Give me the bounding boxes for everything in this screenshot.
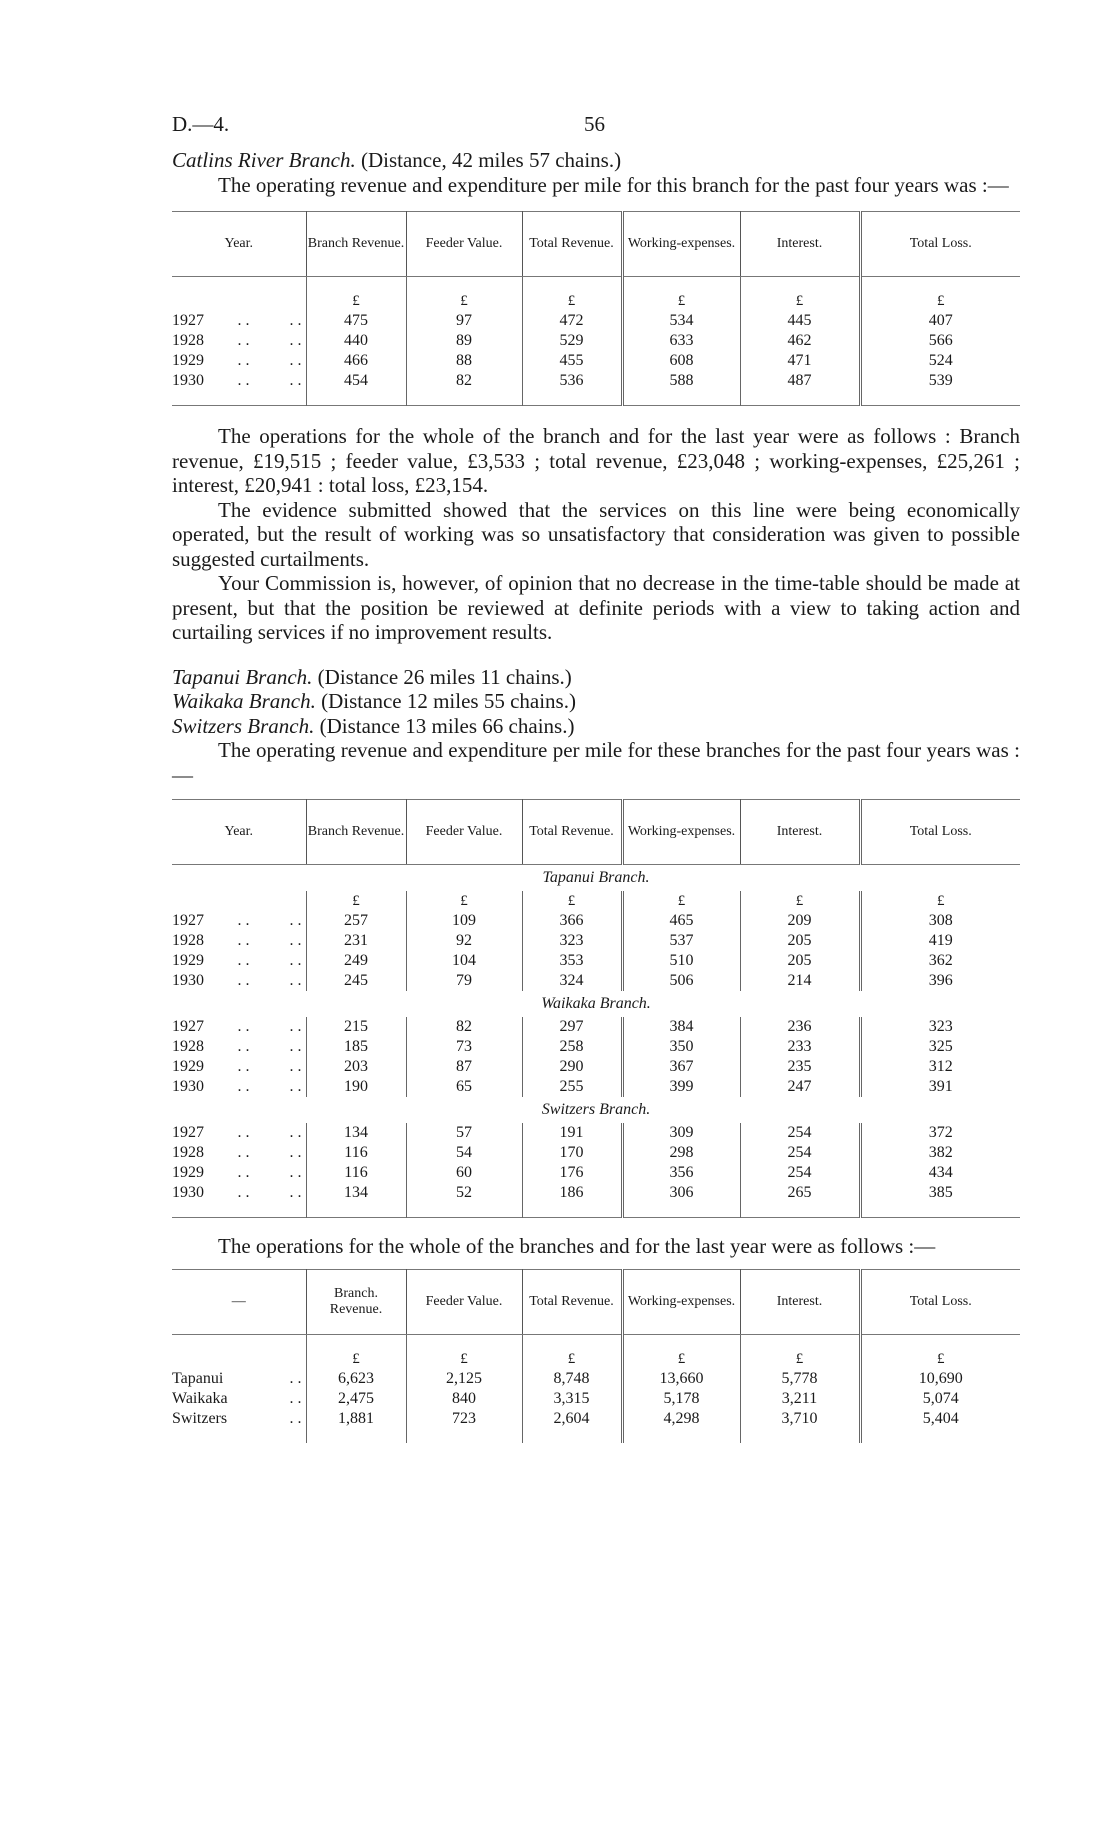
- catlins-title-name: Catlins River Branch.: [172, 148, 356, 172]
- col-working-expenses: Working-expenses.: [622, 800, 740, 865]
- row-label: 1930: [172, 372, 204, 389]
- section-heading-row: [172, 865, 1020, 892]
- value-cell: 350: [622, 1037, 740, 1057]
- row-label: 1927: [172, 1018, 204, 1035]
- col-feeder-value: Feeder Value.: [406, 1269, 522, 1334]
- value-cell: 362: [860, 951, 1020, 971]
- catlins-table-body: [172, 311, 1020, 391]
- value-cell: 4,298: [622, 1409, 740, 1429]
- value-cell: 249: [306, 951, 406, 971]
- table-row: [172, 1163, 1020, 1183]
- table-row: [172, 1409, 1020, 1429]
- col-total-revenue: Total Revenue.: [522, 1269, 622, 1334]
- summary-table: [172, 1269, 1020, 1443]
- value-cell: 391: [860, 1077, 1020, 1097]
- value-cell: 2,604: [522, 1409, 622, 1429]
- table-row: [172, 1389, 1020, 1409]
- col-total-revenue: Total Revenue.: [522, 212, 622, 277]
- value-cell: 254: [740, 1163, 860, 1183]
- row-label: 1927: [172, 1124, 204, 1141]
- table-row: [172, 1143, 1020, 1163]
- value-cell: 245: [306, 971, 406, 991]
- tapanui-title-name: Tapanui Branch.: [172, 664, 313, 689]
- value-cell: 840: [406, 1389, 522, 1409]
- value-cell: 462: [740, 331, 860, 351]
- value-cell: 79: [406, 971, 522, 991]
- unit-label: £: [740, 291, 860, 311]
- value-cell: 205: [740, 951, 860, 971]
- value-cell: 10,690: [860, 1369, 1020, 1389]
- value-cell: 109: [406, 911, 522, 931]
- value-cell: 356: [622, 1163, 740, 1183]
- value-cell: 309: [622, 1123, 740, 1143]
- value-cell: 5,778: [740, 1369, 860, 1389]
- table-row: [172, 931, 1020, 951]
- value-cell: 92: [406, 931, 522, 951]
- year-cell: [172, 371, 306, 391]
- table-row: [172, 951, 1020, 971]
- col-feeder-value: Feeder Value.: [406, 212, 522, 277]
- value-cell: 185: [306, 1037, 406, 1057]
- table-row: [172, 1077, 1020, 1097]
- leader-dots: . . . .: [237, 312, 302, 329]
- value-cell: 455: [522, 351, 622, 371]
- catlins-intro: The operating revenue and expenditure per mile for this branch for the past four years was :—: [218, 172, 1009, 197]
- year-cell: [172, 1163, 306, 1183]
- table-row: [172, 351, 1020, 371]
- row-label: 1930: [172, 1184, 204, 1201]
- value-cell: 471: [740, 351, 860, 371]
- value-cell: 372: [860, 1123, 1020, 1143]
- value-cell: 475: [306, 311, 406, 331]
- tapanui-title: [172, 665, 1020, 690]
- row-label: Switzers: [172, 1409, 228, 1427]
- value-cell: 382: [860, 1143, 1020, 1163]
- row-label: Waikaka: [172, 1389, 228, 1407]
- value-cell: 104: [406, 951, 522, 971]
- row-label: 1930: [172, 1078, 204, 1095]
- col-feeder-value: Feeder Value.: [406, 800, 522, 865]
- unit-label: £: [622, 291, 740, 311]
- unit-label: £: [522, 291, 622, 311]
- value-cell: 407: [860, 311, 1020, 331]
- table-row: [172, 1123, 1020, 1143]
- value-cell: 434: [860, 1163, 1020, 1183]
- row-label: Tapanui: [172, 1369, 224, 1387]
- year-cell: [172, 331, 306, 351]
- value-cell: 97: [406, 311, 522, 331]
- leader-dots: . .: [289, 1369, 302, 1387]
- value-cell: 1,881: [306, 1409, 406, 1429]
- leader-dots: . . . .: [237, 972, 302, 989]
- year-cell: [172, 1077, 306, 1097]
- col-branch-revenue: Branch Revenue.: [306, 800, 406, 865]
- row-label: 1928: [172, 332, 204, 349]
- row-label: 1927: [172, 312, 204, 329]
- section-heading: Switzers Branch.: [541, 1101, 651, 1118]
- value-cell: 257: [306, 911, 406, 931]
- value-cell: 186: [522, 1183, 622, 1203]
- section-heading-row: [172, 991, 1020, 1017]
- row-label: 1927: [172, 912, 204, 929]
- col-total-loss: Total Loss.: [860, 1269, 1020, 1334]
- unit-label: £: [406, 1349, 522, 1369]
- year-cell: [172, 1143, 306, 1163]
- value-cell: 265: [740, 1183, 860, 1203]
- leader-dots: . . . .: [237, 1184, 302, 1201]
- document-reference: D.—4.: [172, 112, 230, 136]
- value-cell: 134: [306, 1123, 406, 1143]
- value-cell: 176: [522, 1163, 622, 1183]
- year-cell: [172, 971, 306, 991]
- value-cell: 73: [406, 1037, 522, 1057]
- row-label: 1929: [172, 352, 204, 369]
- unit-label: £: [860, 291, 1020, 311]
- value-cell: 233: [740, 1037, 860, 1057]
- switzers-title-name: Switzers Branch.: [172, 713, 315, 738]
- year-cell: [172, 931, 306, 951]
- year-cell: [172, 951, 306, 971]
- table-row: [172, 971, 1020, 991]
- value-cell: 312: [860, 1057, 1020, 1077]
- value-cell: 209: [740, 911, 860, 931]
- year-cell: [172, 311, 306, 331]
- year-cell: [172, 1123, 306, 1143]
- value-cell: 88: [406, 351, 522, 371]
- col-branch-revenue: Branch Revenue.: [306, 212, 406, 277]
- col-interest: Interest.: [740, 800, 860, 865]
- leader-dots: . . . .: [237, 372, 302, 389]
- value-cell: 487: [740, 371, 860, 391]
- catlins-evidence-paragraph: The evidence submitted showed that the services on this line were being economically operated, but the result of working was so unsatisfactory that consideration was given to possible suggested curtailments.: [172, 497, 1020, 571]
- col-dash: —: [172, 1269, 306, 1334]
- row-label: 1929: [172, 1058, 204, 1075]
- value-cell: 297: [522, 1017, 622, 1037]
- value-cell: 539: [860, 371, 1020, 391]
- col-working-expenses: Working-expenses.: [622, 212, 740, 277]
- unit-label: £: [306, 1349, 406, 1369]
- value-cell: 13,660: [622, 1369, 740, 1389]
- value-cell: 5,178: [622, 1389, 740, 1409]
- document-page: [172, 112, 1020, 1443]
- branches-table-body: [172, 865, 1020, 1204]
- year-cell: [172, 351, 306, 371]
- section-heading: Waikaka Branch.: [541, 995, 651, 1012]
- value-cell: 203: [306, 1057, 406, 1077]
- waikaka-title-distance: (Distance 12 miles 55 chains.): [321, 689, 576, 713]
- value-cell: 529: [522, 331, 622, 351]
- value-cell: 510: [622, 951, 740, 971]
- branches-table-header: [172, 800, 1020, 865]
- branches-table: [172, 799, 1020, 1218]
- value-cell: 2,475: [306, 1389, 406, 1409]
- value-cell: 255: [522, 1077, 622, 1097]
- value-cell: 57: [406, 1123, 522, 1143]
- leader-dots: . .: [289, 1409, 302, 1427]
- row-label: 1929: [172, 1164, 204, 1181]
- col-year: Year.: [172, 800, 306, 865]
- unit-label: £: [740, 1349, 860, 1369]
- row-label: 1929: [172, 952, 204, 969]
- unit-label: £: [860, 891, 1020, 911]
- value-cell: 116: [306, 1163, 406, 1183]
- tapanui-title-distance: (Distance 26 miles 11 chains.): [317, 664, 572, 689]
- value-cell: 325: [860, 1037, 1020, 1057]
- col-working-expenses: Working-expenses.: [622, 1269, 740, 1334]
- summary-table-body: [172, 1369, 1020, 1429]
- value-cell: 536: [522, 371, 622, 391]
- table-row: [172, 1037, 1020, 1057]
- row-label: 1928: [172, 1038, 204, 1055]
- catlins-title-distance: (Distance, 42 miles 57 chains.): [360, 148, 622, 172]
- value-cell: 399: [622, 1077, 740, 1097]
- value-cell: 258: [522, 1037, 622, 1057]
- value-cell: 298: [622, 1143, 740, 1163]
- value-cell: 506: [622, 971, 740, 991]
- value-cell: 8,748: [522, 1369, 622, 1389]
- unit-label: £: [740, 891, 860, 911]
- value-cell: 235: [740, 1057, 860, 1077]
- catlins-operations-paragraph: The operations for the whole of the branch and for the last year were as follows : Branch revenue, £19,515 ; feeder value, £3,533 ; total revenue, £23,048 ; working-expenses, £25,261 ; interest, £20,941 : total loss, £23,154.: [172, 424, 1020, 497]
- value-cell: 3,315: [522, 1389, 622, 1409]
- leader-dots: . . . .: [237, 1038, 302, 1055]
- col-total-loss: Total Loss.: [860, 212, 1020, 277]
- value-cell: 5,074: [860, 1389, 1020, 1409]
- catlins-opinion-paragraph: Your Commission is, however, of opinion that no decrease in the time-table should be made at present, but that the position be reviewed at definite periods with a view to taking action and curtailing services if no improvement results.: [172, 571, 1020, 644]
- unit-label: £: [622, 1349, 740, 1369]
- value-cell: 116: [306, 1143, 406, 1163]
- value-cell: 472: [522, 311, 622, 331]
- section-heading: Tapanui Branch.: [542, 869, 650, 886]
- unit-label: £: [306, 291, 406, 311]
- value-cell: 367: [622, 1057, 740, 1077]
- value-cell: 231: [306, 931, 406, 951]
- value-cell: 323: [522, 931, 622, 951]
- leader-dots: . . . .: [237, 1144, 302, 1161]
- value-cell: 170: [522, 1143, 622, 1163]
- value-cell: 384: [622, 1017, 740, 1037]
- value-cell: 566: [860, 331, 1020, 351]
- leader-dots: . .: [289, 1389, 302, 1407]
- col-branch-revenue: Branch. Revenue.: [306, 1269, 406, 1334]
- value-cell: 236: [740, 1017, 860, 1037]
- year-cell: [172, 1017, 306, 1037]
- col-total-revenue: Total Revenue.: [522, 800, 622, 865]
- catlins-title: [172, 148, 1020, 173]
- value-cell: 54: [406, 1143, 522, 1163]
- value-cell: 205: [740, 931, 860, 951]
- value-cell: 524: [860, 351, 1020, 371]
- branches-intro: The operating revenue and expenditure per mile for these branches for the past four years was :—: [172, 738, 1020, 787]
- table-row: [172, 371, 1020, 391]
- value-cell: 5,404: [860, 1409, 1020, 1429]
- year-cell: [172, 1037, 306, 1057]
- unit-label: £: [522, 1349, 622, 1369]
- catlins-table: [172, 211, 1020, 406]
- value-cell: 466: [306, 351, 406, 371]
- unit-row: [172, 291, 1020, 311]
- value-cell: 191: [522, 1123, 622, 1143]
- leader-dots: . . . .: [237, 1058, 302, 1075]
- value-cell: 82: [406, 1017, 522, 1037]
- leader-dots: . . . .: [237, 1164, 302, 1181]
- value-cell: 723: [406, 1409, 522, 1429]
- value-cell: 324: [522, 971, 622, 991]
- table-row: [172, 1057, 1020, 1077]
- value-cell: 60: [406, 1163, 522, 1183]
- table-row: [172, 311, 1020, 331]
- value-cell: 306: [622, 1183, 740, 1203]
- year-cell: [172, 1057, 306, 1077]
- unit-label: £: [622, 891, 740, 911]
- year-cell: [172, 911, 306, 931]
- leader-dots: . . . .: [237, 932, 302, 949]
- leader-dots: . . . .: [237, 1124, 302, 1141]
- value-cell: 52: [406, 1183, 522, 1203]
- table-row: [172, 1017, 1020, 1037]
- col-interest: Interest.: [740, 212, 860, 277]
- col-total-loss: Total Loss.: [860, 800, 1020, 865]
- year-cell: [172, 1183, 306, 1203]
- waikaka-title-name: Waikaka Branch.: [172, 689, 316, 713]
- value-cell: 214: [740, 971, 860, 991]
- table-row: [172, 911, 1020, 931]
- value-cell: 290: [522, 1057, 622, 1077]
- value-cell: 190: [306, 1077, 406, 1097]
- value-cell: 89: [406, 331, 522, 351]
- value-cell: 215: [306, 1017, 406, 1037]
- value-cell: 254: [740, 1143, 860, 1163]
- value-cell: 465: [622, 911, 740, 931]
- value-cell: 65: [406, 1077, 522, 1097]
- value-cell: 445: [740, 311, 860, 331]
- table-row: [172, 1183, 1020, 1203]
- value-cell: 588: [622, 371, 740, 391]
- leader-dots: . . . .: [237, 332, 302, 349]
- unit-label: £: [306, 891, 406, 911]
- value-cell: 6,623: [306, 1369, 406, 1389]
- unit-label: £: [406, 291, 522, 311]
- summary-intro: The operations for the whole of the branches and for the last year were as follows :—: [218, 1234, 936, 1258]
- table-row: [172, 1369, 1020, 1389]
- unit-label: £: [522, 891, 622, 911]
- table-row: [172, 331, 1020, 351]
- value-cell: 3,211: [740, 1389, 860, 1409]
- page-number: 56: [584, 112, 605, 136]
- value-cell: 396: [860, 971, 1020, 991]
- leader-dots: . . . .: [237, 352, 302, 369]
- summary-table-header: [172, 1269, 1020, 1334]
- value-cell: 323: [860, 1017, 1020, 1037]
- value-cell: 633: [622, 331, 740, 351]
- value-cell: 87: [406, 1057, 522, 1077]
- value-cell: 2,125: [406, 1369, 522, 1389]
- value-cell: 454: [306, 371, 406, 391]
- branch-name-cell: [172, 1369, 306, 1389]
- leader-dots: . . . .: [237, 1018, 302, 1035]
- catlins-table-header: [172, 212, 1020, 277]
- value-cell: 366: [522, 911, 622, 931]
- value-cell: 537: [622, 931, 740, 951]
- row-label: 1928: [172, 1144, 204, 1161]
- leader-dots: . . . .: [237, 952, 302, 969]
- switzers-title: [172, 714, 1020, 739]
- branch-name-cell: [172, 1409, 306, 1429]
- row-label: 1930: [172, 972, 204, 989]
- value-cell: 534: [622, 311, 740, 331]
- value-cell: 353: [522, 951, 622, 971]
- value-cell: 247: [740, 1077, 860, 1097]
- leader-dots: . . . .: [237, 912, 302, 929]
- value-cell: 82: [406, 371, 522, 391]
- unit-row: [172, 891, 1020, 911]
- waikaka-title: [172, 689, 1020, 714]
- switzers-title-distance: (Distance 13 miles 66 chains.): [319, 713, 575, 738]
- section-heading-row: [172, 1097, 1020, 1123]
- value-cell: 308: [860, 911, 1020, 931]
- value-cell: 3,710: [740, 1409, 860, 1429]
- row-label: 1928: [172, 932, 204, 949]
- page-header: [172, 112, 1020, 148]
- unit-label: £: [860, 1349, 1020, 1369]
- value-cell: 608: [622, 351, 740, 371]
- branch-name-cell: [172, 1389, 306, 1409]
- value-cell: 419: [860, 931, 1020, 951]
- value-cell: 440: [306, 331, 406, 351]
- leader-dots: . . . .: [237, 1078, 302, 1095]
- unit-label: £: [406, 891, 522, 911]
- col-interest: Interest.: [740, 1269, 860, 1334]
- col-year: Year.: [172, 212, 306, 277]
- unit-row: [172, 1349, 1020, 1369]
- value-cell: 134: [306, 1183, 406, 1203]
- value-cell: 385: [860, 1183, 1020, 1203]
- value-cell: 254: [740, 1123, 860, 1143]
